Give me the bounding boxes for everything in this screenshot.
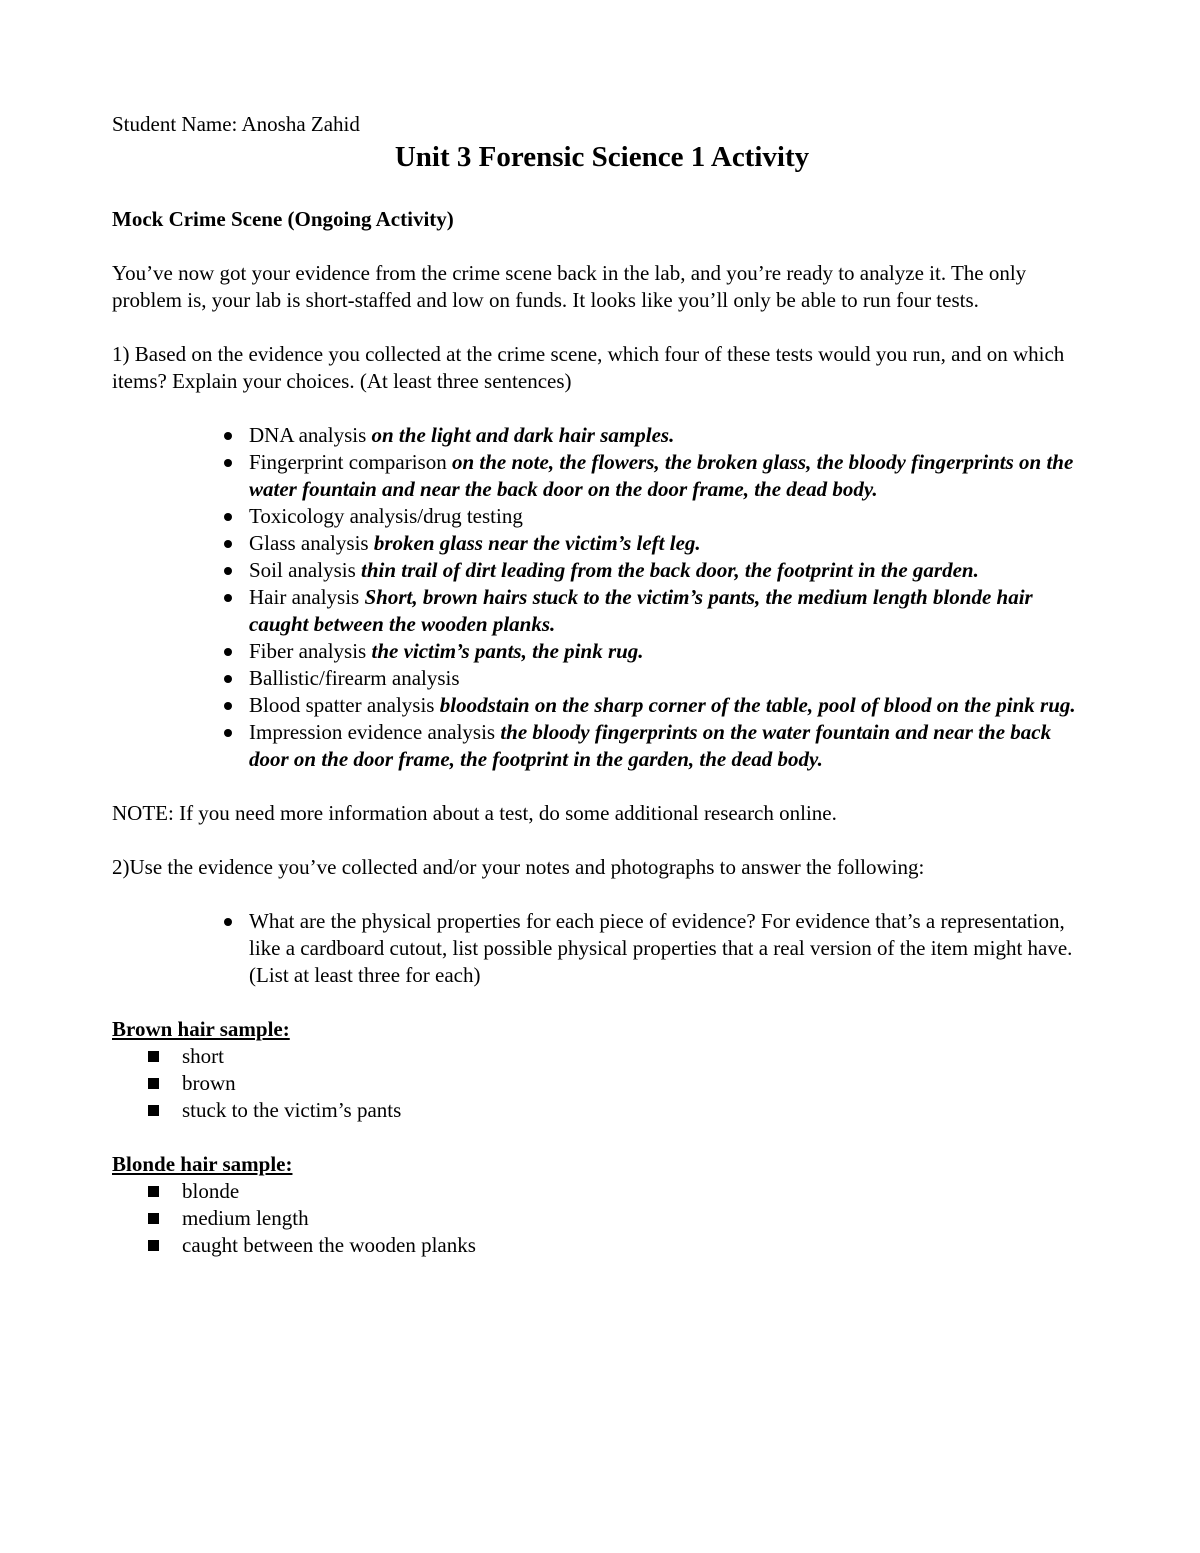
test-name: Blood spatter analysis: [249, 693, 435, 717]
blonde-hair-heading: Blonde hair sample:: [112, 1152, 293, 1176]
bullet-icon: [224, 432, 232, 440]
list-item: [249, 449, 1092, 503]
list-item: [182, 1178, 1092, 1205]
square-bullet-icon: [148, 1105, 159, 1116]
note-paragraph: NOTE: If you need more information about a test, do some additional research online.: [112, 801, 837, 825]
property-text: short: [182, 1044, 224, 1068]
brown-hair-heading: Brown hair sample:: [112, 1017, 290, 1041]
bullet-icon: [224, 648, 232, 656]
test-list: [112, 422, 1092, 773]
list-item: [249, 503, 1092, 530]
bullet-icon: [224, 675, 232, 683]
square-bullet-icon: [148, 1078, 159, 1089]
test-name: Ballistic/firearm analysis: [249, 666, 460, 690]
property-text: medium length: [182, 1206, 309, 1230]
test-name: DNA analysis: [249, 423, 367, 447]
bullet-icon: [224, 594, 232, 602]
square-bullet-icon: [148, 1213, 159, 1224]
property-text: brown: [182, 1071, 236, 1095]
test-detail: the victim’s pants, the pink rug.: [371, 639, 644, 663]
square-bullet-icon: [148, 1051, 159, 1062]
list-item: [249, 557, 1092, 584]
test-detail: broken glass near the victim’s left leg.: [373, 531, 701, 555]
list-item: [249, 584, 1092, 638]
bullet-icon: [224, 567, 232, 575]
test-detail: Short, brown hairs stuck to the victim’s pants, the medium length blonde hair caught between the wooden planks.: [249, 585, 1033, 636]
test-detail: on the note, the flowers, the broken glass, the bloody fingerprints on the water fountain and near the back door on the door frame, the dead body.: [249, 450, 1074, 501]
test-name: Toxicology analysis/drug testing: [249, 504, 523, 528]
property-text: stuck to the victim’s pants: [182, 1098, 402, 1122]
bullet-icon: [224, 729, 232, 737]
test-name: Fingerprint comparison: [249, 450, 447, 474]
list-item: [249, 530, 1092, 557]
page-title: Unit 3 Forensic Science 1 Activity: [394, 141, 810, 173]
test-detail: on the light and dark hair samples.: [371, 423, 675, 447]
student-name: Student Name: Anosha Zahid: [112, 112, 360, 136]
question-2: 2)Use the evidence you’ve collected and/or your notes and photographs to answer the following:: [112, 855, 925, 879]
property-text: blonde: [182, 1179, 240, 1203]
test-detail: the bloody fingerprints on the water fountain and near the back door on the door frame, the footprint in the garden, the dead body.: [249, 720, 1052, 771]
test-name: Glass analysis: [249, 531, 369, 555]
list-item: [249, 719, 1092, 773]
list-item: [249, 665, 1092, 692]
test-name: Hair analysis: [249, 585, 360, 609]
property-text: caught between the wooden planks: [182, 1233, 476, 1257]
list-item: [249, 692, 1092, 719]
list-item: [182, 1043, 1092, 1070]
intro-paragraph: You’ve now got your evidence from the crime scene back in the lab, and you’re ready to analyze it. The only problem is, your lab is short-staffed and low on funds. It looks like you’ll only be able to run four tests.: [112, 261, 1027, 312]
test-name: Impression evidence analysis: [249, 720, 496, 744]
bullet-icon: [224, 540, 232, 548]
list-item: [182, 1097, 1092, 1124]
bullet-icon: [224, 513, 232, 521]
section-heading: Mock Crime Scene (Ongoing Activity): [112, 207, 454, 231]
test-name: Soil analysis: [249, 558, 356, 582]
list-item: [182, 1232, 1092, 1259]
list-item: [249, 422, 1092, 449]
list-item: [182, 1205, 1092, 1232]
brown-hair-list: [112, 1043, 1092, 1124]
document-page: [112, 111, 1092, 1259]
bullet-icon: [224, 459, 232, 467]
square-bullet-icon: [148, 1186, 159, 1197]
test-detail: bloodstain on the sharp corner of the table, pool of blood on the pink rug.: [439, 693, 1076, 717]
test-detail: thin trail of dirt leading from the back door, the footprint in the garden.: [361, 558, 979, 582]
bullet-icon: [224, 702, 232, 710]
list-item: [249, 908, 1092, 989]
list-item: [249, 638, 1092, 665]
question-2-list: [112, 908, 1092, 989]
question-1: 1) Based on the evidence you collected at the crime scene, which four of these tests would you run, and on which items? Explain your choices. (At least three sentences): [112, 342, 1065, 393]
question-2-bullet: What are the physical properties for each piece of evidence? For evidence that’s a representation, like a cardboard cutout, list possible physical properties that a real version of the item might have. (List at least three for each): [249, 909, 1073, 987]
square-bullet-icon: [148, 1240, 159, 1251]
bullet-icon: [224, 918, 232, 926]
list-item: [182, 1070, 1092, 1097]
blonde-hair-list: [112, 1178, 1092, 1259]
test-name: Fiber analysis: [249, 639, 367, 663]
